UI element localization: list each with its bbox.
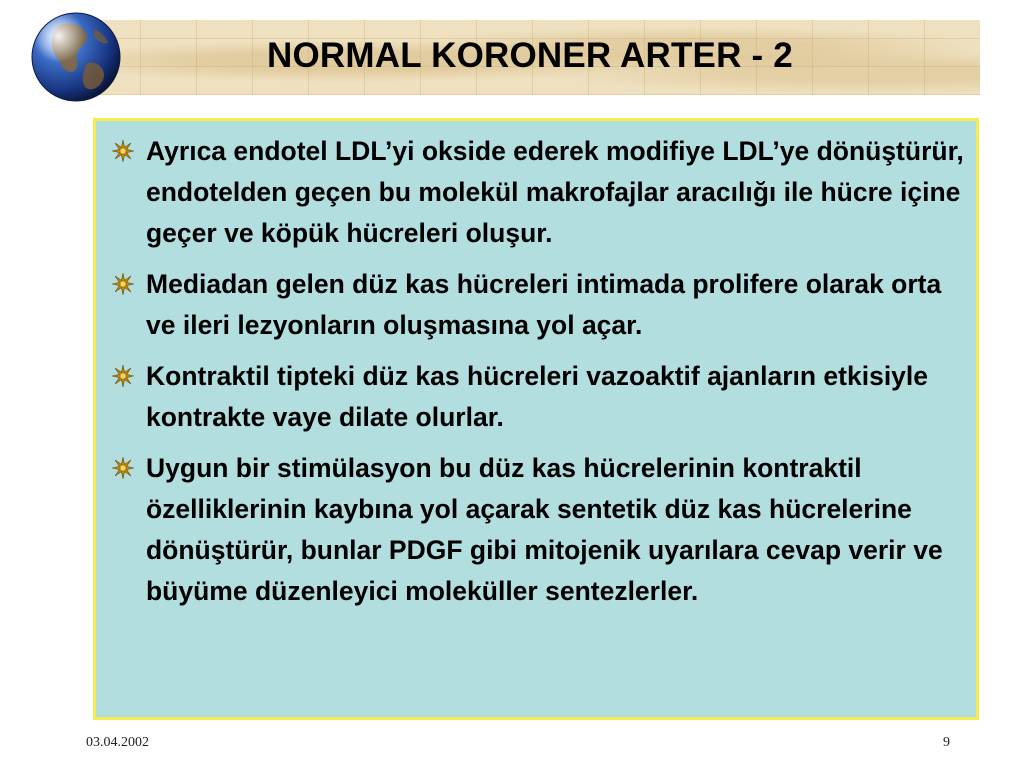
bullet-item bbox=[112, 356, 972, 438]
bullet-text: Kontraktil tipteki düz kas hücreleri vazoaktif ajanların etkisiyle kontrakte vaye dilate olurlar. bbox=[146, 361, 929, 432]
bullet-text: Uygun bir stimülasyon bu düz kas hücrelerinin kontraktil özelliklerinin kaybına yol açarak sentetik düz kas hücrelerine dönüştürür, bunlar PDGF gibi mitojenik uyarılara cevap verir ve büyüme düzenleyici moleküller sentezlerler. bbox=[146, 453, 943, 606]
starburst-icon bbox=[112, 273, 134, 295]
bullet-list bbox=[112, 131, 972, 622]
footer-date: 03.04.2002 bbox=[86, 735, 149, 750]
bullet-text: Mediadan gelen düz kas hücreleri intimada prolifere olarak orta ve ileri lezyonların oluşmasına yol açar. bbox=[146, 269, 942, 340]
page-number: 9 bbox=[943, 735, 950, 750]
starburst-icon bbox=[112, 140, 134, 162]
starburst-icon bbox=[112, 457, 134, 479]
bullet-item bbox=[112, 448, 972, 612]
slide-title: NORMAL KORONER ARTER - 2 bbox=[267, 36, 793, 75]
bullet-item bbox=[112, 264, 972, 346]
bullet-text: Ayrıca endotel LDL’yi okside ederek modifiye LDL’ye dönüştürür, endotelden geçen bu molekül makrofajlar aracılığı ile hücre içine geçer ve köpük hücreleri oluşur. bbox=[146, 136, 964, 248]
starburst-icon bbox=[112, 365, 134, 387]
bullet-item bbox=[112, 131, 972, 254]
globe-icon bbox=[30, 11, 122, 103]
content-box bbox=[93, 118, 979, 720]
